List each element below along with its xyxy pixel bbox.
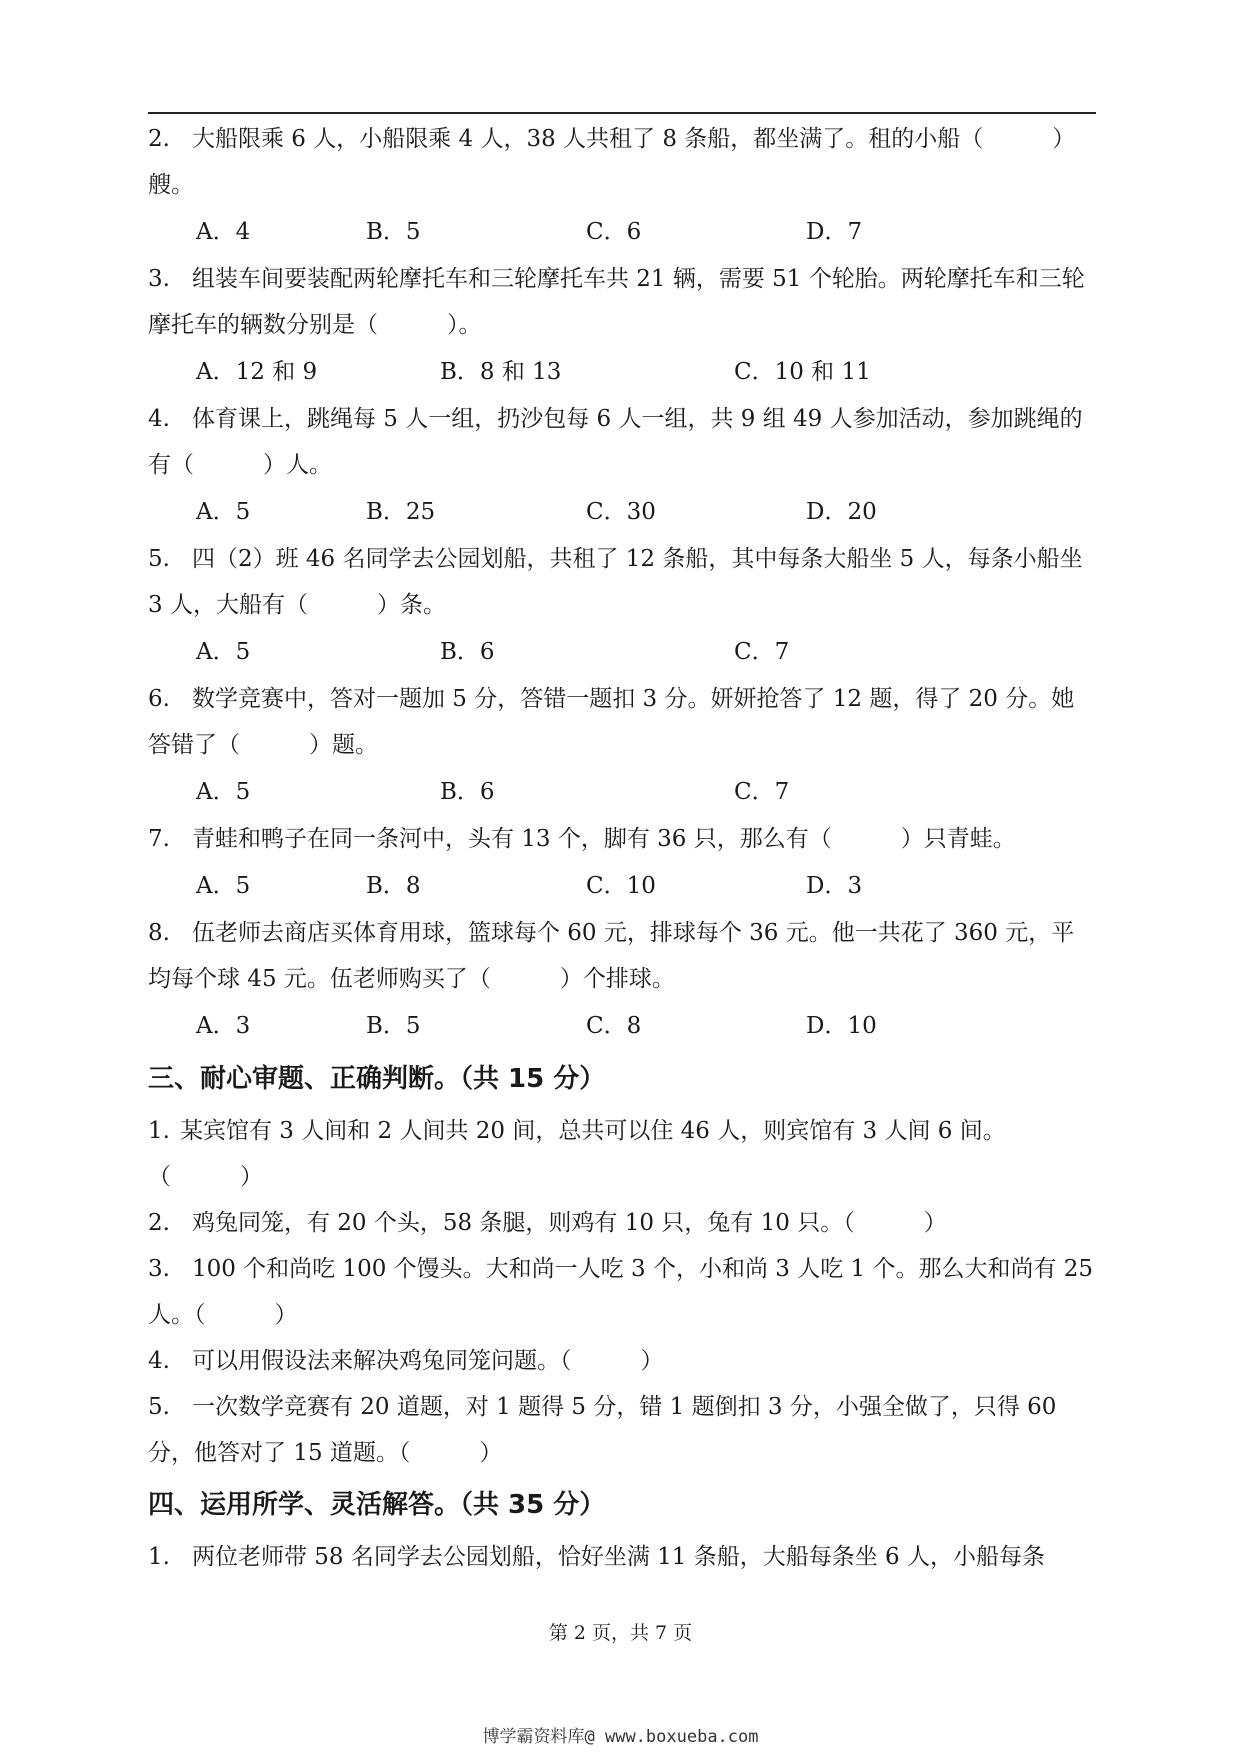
option-a[interactable]: A．3 [196,1013,251,1039]
option-d[interactable]: D．3 [806,873,863,899]
option-row [148,1002,1096,1050]
question-6 [148,676,1096,816]
question-text: 大船限乘 6 人，小船限乘 4 人，38 人共租了 8 条船，都坐满了。租的小船（ ）艘。 [148,126,1076,198]
option-a[interactable]: A．5 [196,873,251,899]
option-row [148,348,1096,396]
option-b[interactable]: B．6 [440,779,495,805]
problem-item [148,1534,1096,1580]
question-text: 体育课上，跳绳每 5 人一组，扔沙包每 6 人一组，共 9 组 49 人参加活动，参加跳绳的有（ ）人。 [148,406,1083,478]
question-number: 8. [148,920,170,946]
page-footer: 第 2 页，共 7 页 [548,1622,693,1644]
item-number: 3. [148,1256,170,1282]
section-heading: 四、运用所学、灵活解答。（共 35 分） [148,1490,606,1520]
question-number: 4. [148,406,170,432]
section-heading: 三、耐心审题、正确判断。（共 15 分） [148,1064,606,1094]
item-number: 2. [148,1210,170,1236]
option-row [148,628,1096,676]
question-2 [148,116,1096,256]
question-7 [148,816,1096,910]
item-number: 4. [148,1348,170,1374]
option-c[interactable]: C．7 [734,779,790,805]
option-c[interactable]: C．10 [586,873,656,899]
option-row [148,208,1096,256]
option-a[interactable]: A．4 [196,219,251,245]
question-number: 2. [148,126,170,152]
option-row [148,488,1096,536]
question-4 [148,396,1096,536]
question-text: 青蛙和鸭子在同一条河中，头有 13 个，脚有 36 只，那么有（ ）只青蛙。 [191,826,1016,852]
item-text: 一次数学竞赛有 20 道题，对 1 题得 5 分，错 1 题倒扣 3 分，小强全做了，只得 60 分，他答对了 15 道题。（ ） [148,1394,1057,1466]
option-b[interactable]: B．25 [366,499,436,525]
option-b[interactable]: B．6 [440,639,495,665]
question-text: 组装车间要装配两轮摩托车和三轮摩托车共 21 辆，需要 51 个轮胎。两轮摩托车和三轮摩托车的辆数分别是（ ）。 [148,266,1085,338]
question-number: 5. [148,546,170,572]
document-page [148,112,1096,1580]
option-c[interactable]: C．7 [734,639,790,665]
option-a[interactable]: A．5 [196,499,251,525]
judge-item [148,1108,1096,1200]
option-b[interactable]: B．8 [366,873,421,899]
item-number: 5. [148,1394,170,1420]
section-3 [148,1050,1096,1476]
option-b[interactable]: B．5 [366,1013,421,1039]
option-c[interactable]: C．10 和 11 [734,359,871,385]
question-text: 伍老师去商店买体育用球，篮球每个 60 元，排球每个 36 元。他一共花了 360 元，平均每个球 45 元。伍老师购买了（ ）个排球。 [148,920,1075,992]
judge-item [148,1384,1096,1476]
item-text: 100 个和尚吃 100 个馒头。大和尚一人吃 3 个，小和尚 3 人吃 1 个。那么大和尚有 25 人。（ ） [148,1256,1094,1328]
question-number: 6. [148,686,170,712]
item-number: 1. [148,1544,170,1570]
question-5 [148,536,1096,676]
option-row [148,862,1096,910]
option-a[interactable]: A．5 [196,779,251,805]
option-d[interactable]: D．20 [806,499,877,525]
question-list [148,112,1096,1050]
judge-item [148,1200,1096,1246]
option-c[interactable]: C．6 [586,219,642,245]
option-b[interactable]: B．5 [366,219,421,245]
option-a[interactable]: A．12 和 9 [196,359,318,385]
judge-item [148,1338,1096,1384]
question-text: 四（2）班 46 名同学去公园划船，共租了 12 条船，其中每条大船坐 5 人，每条小船坐 3 人，大船有（ ）条。 [148,546,1083,618]
item-text: 鸡兔同笼，有 20 个头，58 条腿，则鸡有 10 只，兔有 10 只。（ ） [191,1210,947,1236]
question-number: 7. [148,826,170,852]
item-text: 可以用假设法来解决鸡兔同笼问题。（ ） [191,1348,664,1374]
item-text: 某宾馆有 3 人间和 2 人间共 20 间，总共可以住 46 人，则宾馆有 3 人间 6 间。（ ） [148,1118,1006,1190]
option-b[interactable]: B．8 和 13 [440,359,562,385]
option-row [148,768,1096,816]
option-a[interactable]: A．5 [196,639,251,665]
question-text: 数学竞赛中，答对一题加 5 分，答错一题扣 3 分。妍妍抢答了 12 题，得了 20 分。她答错了（ ）题。 [148,686,1075,758]
option-c[interactable]: C．8 [586,1013,642,1039]
item-number: 1. [148,1118,170,1144]
question-3 [148,256,1096,396]
judge-item [148,1246,1096,1338]
question-8 [148,910,1096,1050]
option-d[interactable]: D．10 [806,1013,877,1039]
option-d[interactable]: D．7 [806,219,863,245]
item-text: 两位老师带 58 名同学去公园划船，恰好坐满 11 条船，大船每条坐 6 人，小船每条 [191,1544,1045,1570]
option-c[interactable]: C．30 [586,499,656,525]
section-4 [148,1476,1096,1580]
watermark: 博学霸资料库@ www.boxueba.com [482,1727,759,1747]
question-number: 3. [148,266,170,292]
